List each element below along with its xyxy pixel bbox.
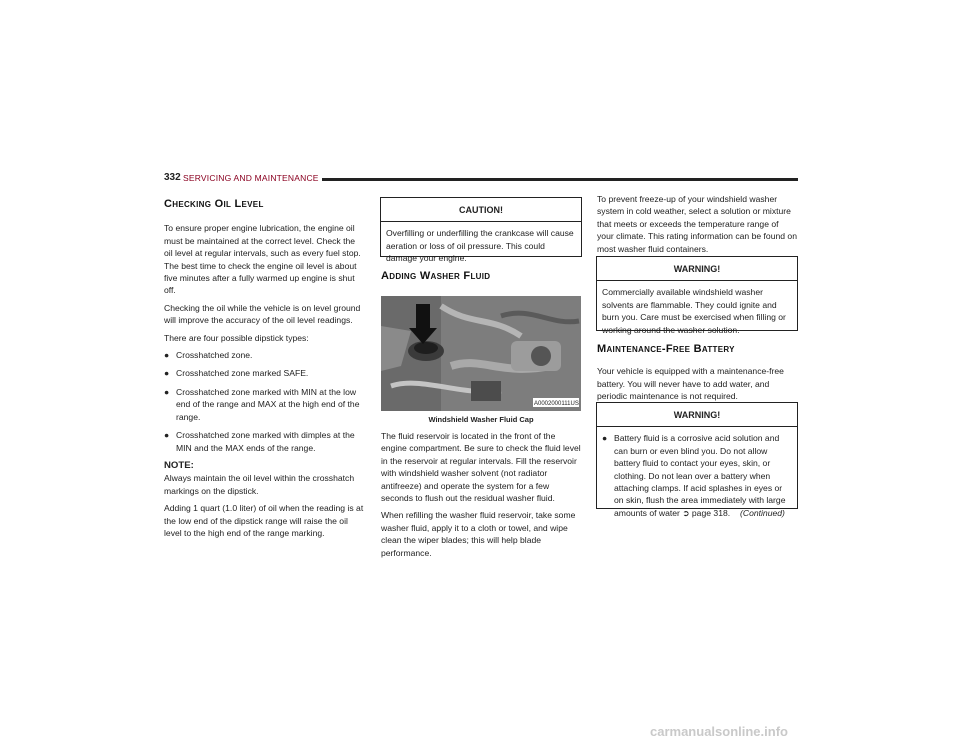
paragraph: To ensure proper engine lubrication, the engine oil must be maintained at the correct level. Check the oil level at regular intervals, such as every fuel stop. The best time to check the engine oil level is about five minutes after a fully warmed up engine is shut off.: [164, 223, 361, 296]
paragraph: Adding 1 quart (1.0 liter) of oil when the reading is at the low end of the dipstick range will raise the oil level to the high end of the range marking.: [164, 503, 364, 538]
bullet-icon: ●: [164, 350, 170, 361]
bullet-icon: ●: [602, 433, 608, 444]
warning-title: WARNING!: [597, 403, 797, 427]
bullet-icon: ●: [164, 430, 170, 441]
image-code: A0002000111US: [534, 401, 579, 407]
continued-label: (Continued): [740, 508, 785, 518]
paragraph: There are four possible dipstick types:: [164, 332, 309, 343]
paragraph: Checking the oil while the vehicle is on level ground will improve the accuracy of the oil level readings.: [164, 302, 361, 326]
warning-text: Commercially available windshield washer solvents are flammable. They could ignite and burn you. Care must be exercised when filling or working around the washer solution.: [602, 287, 786, 335]
paragraph: When refilling the washer fluid reservoir, take some washer fluid, apply it to a cloth or towel, and wipe clean the wiper blades; this will help blade performance.: [381, 510, 576, 558]
warning-title: WARNING!: [597, 257, 797, 281]
bullet-icon: ●: [164, 386, 170, 397]
middle-heading-block: [381, 270, 581, 282]
right-column-battery: [597, 343, 797, 408]
warning-bullet-item: [602, 432, 791, 519]
note-label: NOTE:: [164, 459, 194, 471]
engine-compartment-photo: [381, 296, 581, 411]
list-item: ● Crosshatched zone marked SAFE.: [164, 368, 309, 379]
engine-photo-graphic: [381, 296, 581, 411]
dipstick-type-list: [164, 349, 364, 454]
section-title: SERVICING AND MAINTENANCE: [183, 173, 319, 183]
right-column-intro: [597, 193, 797, 260]
paragraph: To prevent freeze-up of your windshield washer system in cold weather, select a solution or mixture that meets or exceeds the temperature range of your climate. This rating information can be found on most washer fluid containers.: [597, 194, 797, 254]
warning-box-flammable: [596, 256, 798, 335]
list-item: ● Crosshatched zone marked with dimples at the MIN and the MAX ends of the range.: [164, 430, 355, 453]
bullet-icon: ●: [164, 368, 170, 379]
paragraph: Your vehicle is equipped with a maintenance-free battery. You will never have to add water, and periodic maintenance is not required.: [597, 366, 784, 402]
arrow-icon: ➲: [682, 507, 692, 518]
figure-caption: Windshield Washer Fluid Cap: [428, 415, 534, 424]
watermark: carmanualsonline.info: [650, 724, 788, 739]
header-rule: [322, 178, 798, 181]
heading-adding-washer-fluid: Adding Washer Fluid: [381, 270, 491, 282]
heading-maintenance-free-battery: Maintenance-Free Battery: [597, 343, 735, 355]
list-item: ● Crosshatched zone marked with MIN at the low end of the range and MAX at the high end of the range.: [164, 386, 360, 422]
caution-text: Overfilling or underfilling the crankcase will cause aeration or loss of oil pressure. This could damage your engine.: [386, 228, 574, 264]
page-reference-link[interactable]: page 318.: [691, 507, 731, 518]
note-text: Always maintain the oil level within the crosshatch markings on the dipstick.: [164, 473, 355, 496]
warning-text: Battery fluid is a corrosive acid solution and can burn or even blind you. Do not allow battery fluid to contact your eyes, skin, or clothing. Do not lean over a battery when attaching clamps. If acid splashes in eyes or on skin, flush the area immediately with large amounts of water: [614, 433, 786, 518]
middle-column-body: [381, 430, 581, 564]
page-number: 332: [164, 172, 181, 183]
left-column: [164, 198, 364, 544]
paragraph: The fluid reservoir is located in the front of the engine compartment. Be sure to check the fluid level in the reservoir at regular intervals. Fill the reservoir with windshield washer solvent (not radiator antifreeze) and operate the system for a few seconds to flush out the residual washer fluid.: [381, 431, 581, 504]
heading-checking-oil-level: Checking Oil Level: [164, 198, 264, 210]
page-header: [164, 172, 798, 184]
caution-title: CAUTION!: [381, 198, 581, 222]
list-item: ● Crosshatched zone.: [164, 350, 253, 361]
caution-box: [380, 197, 582, 264]
